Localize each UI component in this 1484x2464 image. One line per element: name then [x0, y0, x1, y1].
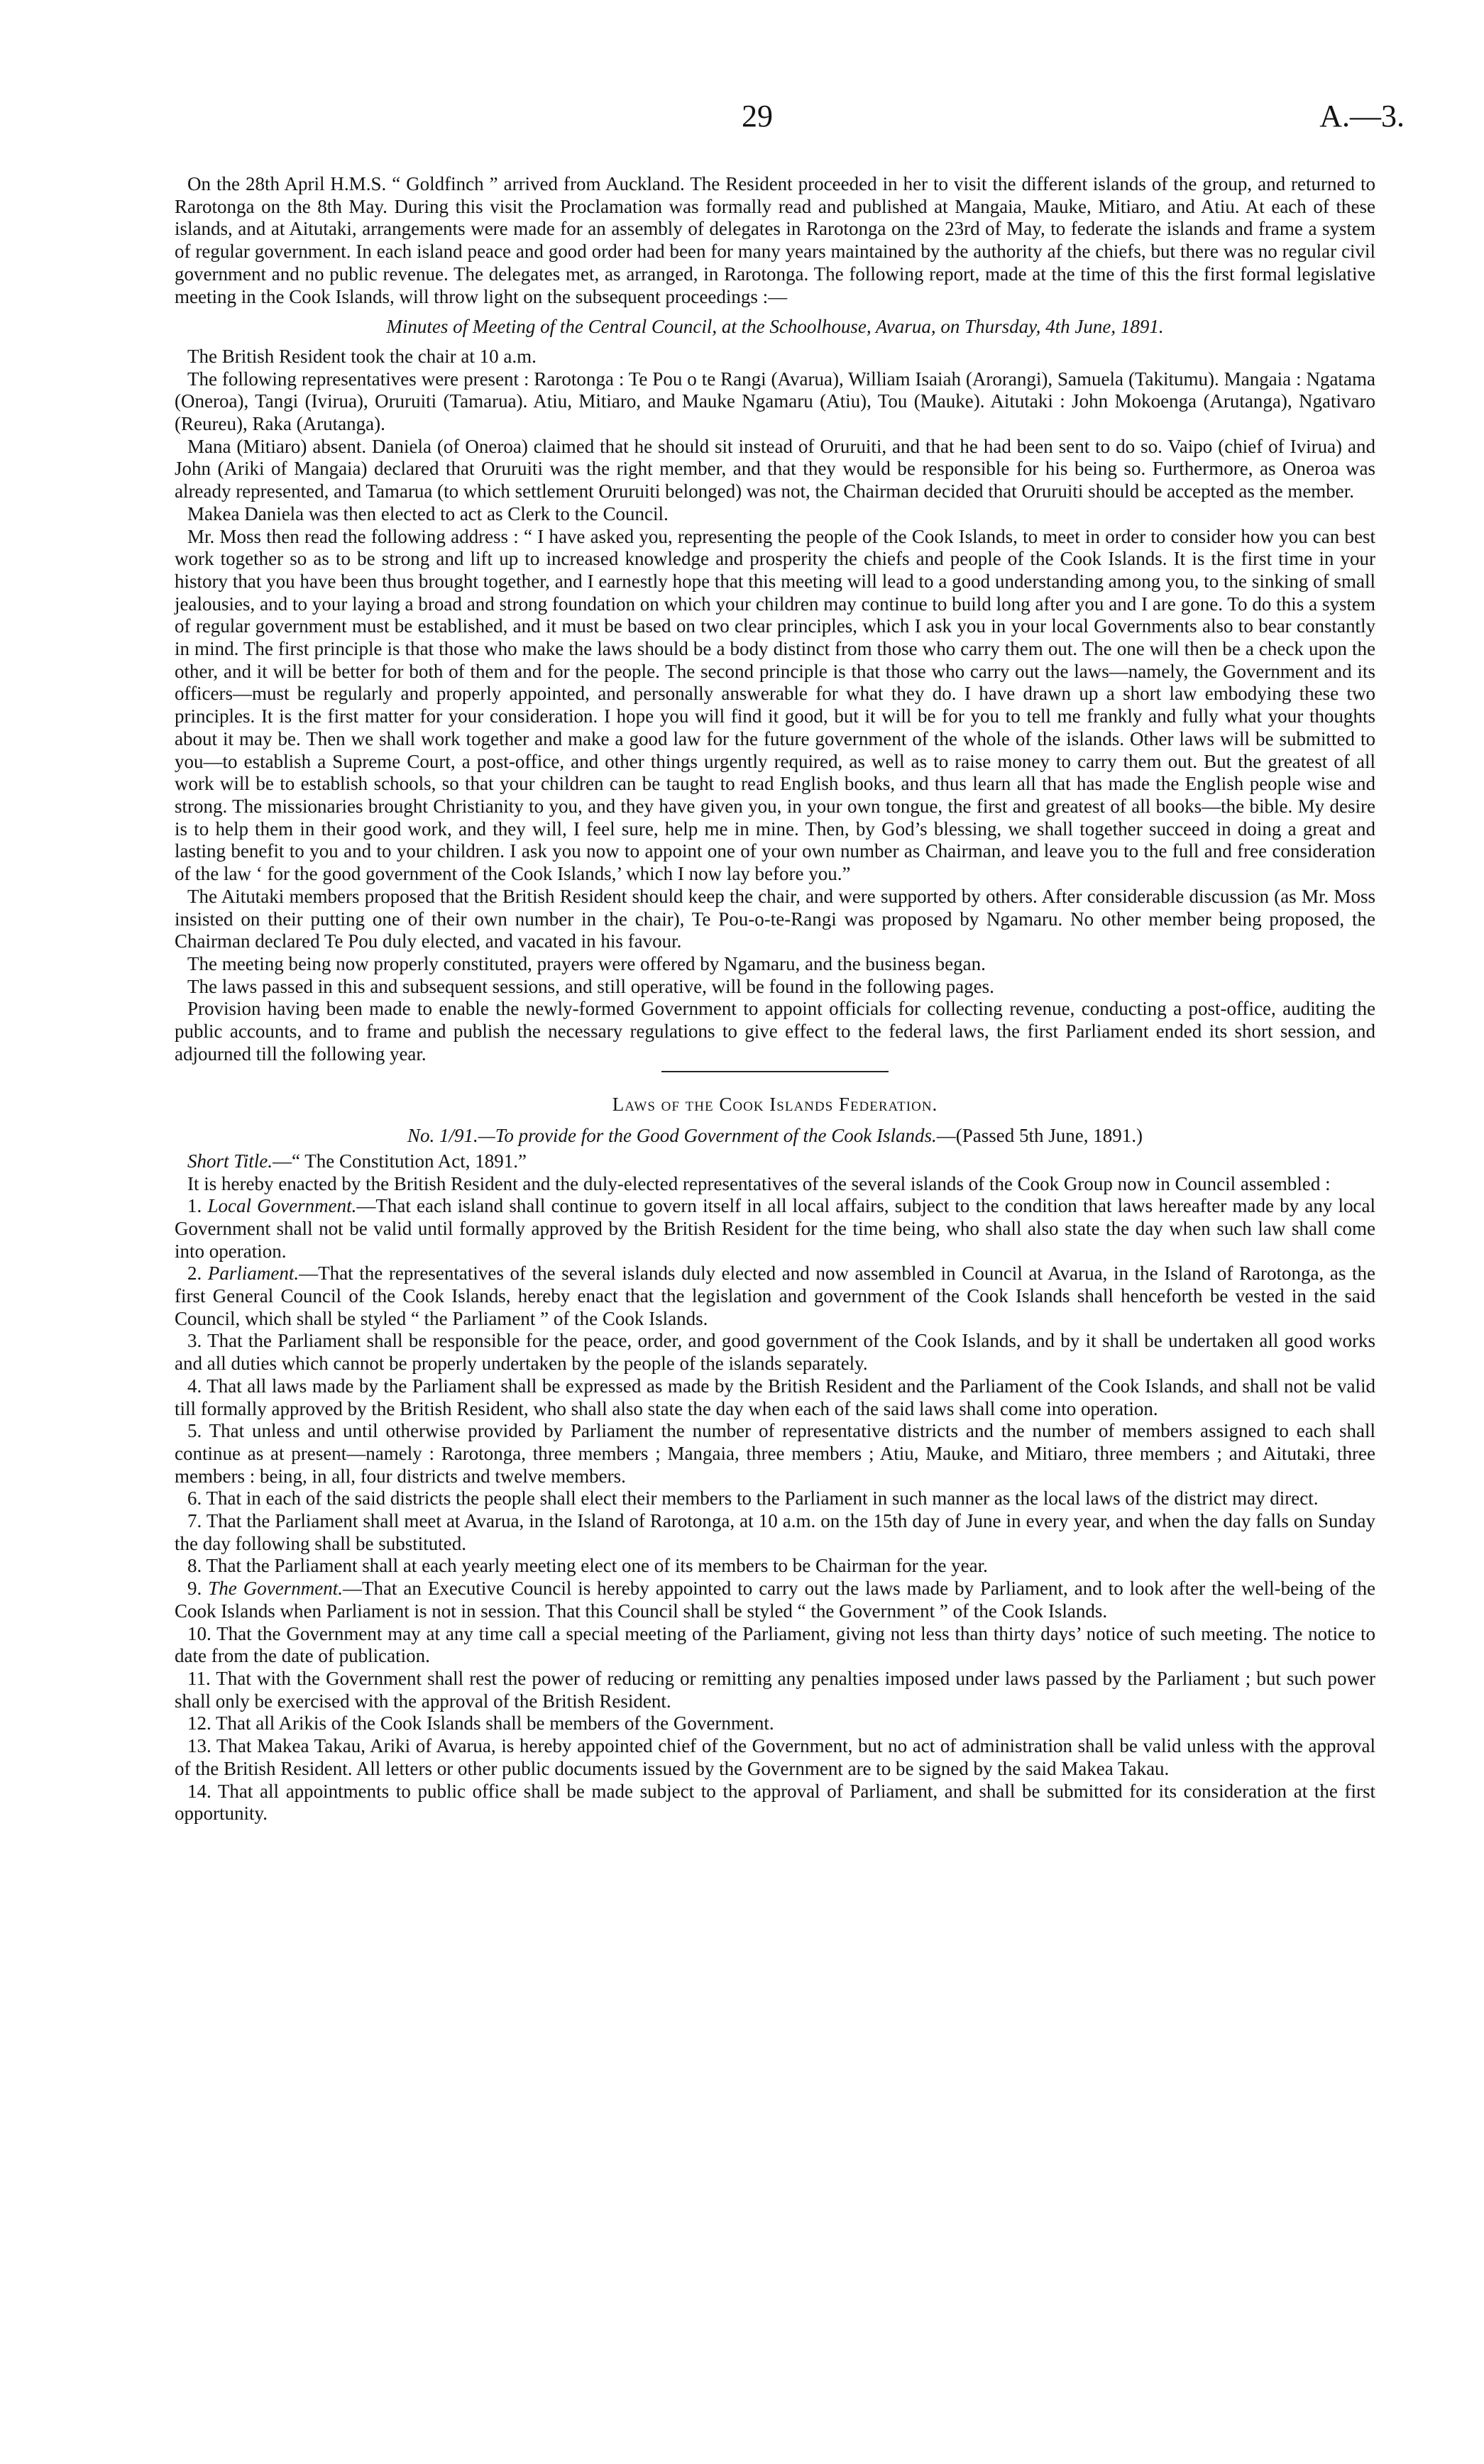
- clause-text: That in each of the said districts the people shall elect their members to the Parliament in such manner as the local laws of the district may direct.: [206, 1487, 1319, 1509]
- minutes-paragraph: The following representatives were present : Rarotonga : Te Pou o te Rangi (Avarua), William Isaiah (Arorangi), Samuela (Takitumu). Mangaia : Ngatama (Oneroa), Tangi (Ivirua), Oruruiti (Tamarua). Atiu, Mitiaro, and Mauke Ngamaru (Atiu), Tou (Mauke). Aitutaki : John Mokoenga (Arutanga), Ngativaro (Reureu), Raka (Arutanga).: [175, 368, 1375, 435]
- clause-text: That all Arikis of the Cook Islands shall be members of the Government.: [216, 1712, 774, 1734]
- minutes-paragraph: The laws passed in this and subsequent sessions, and still operative, will be found in the following pages.: [187, 975, 994, 997]
- page-header: [0, 98, 1484, 141]
- clause-text: That all appointments to public office shall be made subject to the approval of Parliament, and shall be submitted for its consideration at the first opportunity.: [175, 1780, 1375, 1825]
- clause: [175, 1712, 1375, 1735]
- clause-text: That Makea Takau, Ariki of Avarua, is hereby appointed chief of the Government, but no act of administration shall be valid unless with the approval of the British Resident. All letters or other public documents issued by the Government are to be signed by the said Makea Takau.: [175, 1735, 1375, 1779]
- clause-number: 3.: [187, 1330, 202, 1352]
- clause: [175, 1263, 1375, 1330]
- clause-number: 5.: [187, 1420, 202, 1442]
- clause-number: 8.: [187, 1555, 202, 1577]
- clause: [175, 1668, 1375, 1712]
- laws-section-title: Laws of the Cook Islands Federation.: [612, 1094, 938, 1116]
- clause-number: 10.: [187, 1622, 211, 1644]
- minutes-paragraph: Mana (Mitiaro) absent. Daniela (of Oneroa) claimed that he should sit instead of Oruruiti, and that he had been sent to do so. Vaipo (chief of Ivirua) and John (Ariki of Mangaia) declared that Oruruiti was the right member, and that they would be responsible for his being so. Furthermore, as Oneroa was already represented, and Tamarua (to which settlement Oruruiti belonged) was not, the Chairman decided that Oruruiti should be accepted as the member.: [175, 435, 1375, 502]
- clause-number: 1.: [187, 1195, 202, 1217]
- clause: [175, 1781, 1375, 1825]
- clause: [175, 1510, 1375, 1555]
- clause: [175, 1420, 1375, 1487]
- act-passed-date: —(Passed 5th June, 1891.): [936, 1125, 1143, 1147]
- clause-number: 2.: [187, 1263, 202, 1285]
- minutes-paragraph: The British Resident took the chair at 10 a.m.: [187, 345, 537, 367]
- minutes-paragraph: The Aitutaki members proposed that the British Resident should keep the chair, and were supported by others. After considerable discussion (as Mr. Moss insisted on their putting one of their own number in the chair), Te Pou-o-te-Rangi was proposed by Ngamaru. No other member being proposed, the Chairman declared Te Pou duly elected, and vacated in his favour.: [175, 885, 1375, 952]
- short-title: [175, 1150, 1375, 1173]
- clause-text: —That each island shall continue to govern itself in all local affairs, subject to the condition that laws hereafter made by any local Government shall not be valid until formally approved by the British Resident for the time being, who shall also state the day when such law shall come into operation.: [175, 1195, 1375, 1262]
- clause-text: That all laws made by the Parliament shall be expressed as made by the British Resident and the Parliament of the Cook Islands, and shall not be valid till formally approved by the British Resident, who shall also state the day when each of the said laws shall come into operation.: [175, 1375, 1375, 1419]
- clause-text: That unless and until otherwise provided by Parliament the number of representative districts and the number of members assigned to each shall continue as at present—namely : Rarotonga, three members ; Mangaia, three members ; Atiu, Mauke, and Mitiaro, three members ; and Aitutaki, three members : being, in all, four districts and twelve members.: [175, 1420, 1376, 1487]
- clause: [175, 1195, 1375, 1263]
- act-heading: [175, 1125, 1375, 1148]
- clause: [175, 1623, 1375, 1668]
- minutes-paragraph: Mr. Moss then read the following address : “ I have asked you, representing the people of the Cook Islands, to meet in order to consider how you can best work together so as to be strong and lift up to increased knowledge and prosperity the chiefs and people of the Cook Islands. It is the first time in your history that you have been thus brought together, and I earnestly hope that this meeting will lead to a good understanding among you, to the sinking of small jealousies, and to your laying a broad and strong foundation on which your children may continue to build long after you and I are gone. To do this a system of regular government must be established, and it must be based on two clear principles, which I ask you in your local Governments also to bear constantly in mind. The first principle is that those who make the laws should be a body distinct from those who carry them out. The one will then be a check upon the other, and it will be better for both of them and for the people. The second principle is that those who carry out the laws—namely, the Government and its officers—must be regularly and properly appointed, and personally answerable for what they do. I have drawn up a short law embodying these two principles. It is the first matter for your consideration. I hope you will find it good, but it will be for you to tell me frankly and fully what your thoughts about it may be. Then we shall work together and make a good law for the future government of the whole of the islands. Other laws will be submitted to you—to establish a Supreme Court, a post-office, and other things urgently required, as well as to raise money to carry them out. But the greatest of all work will be to establish schools, so that your children can be taught to read English books, and thus learn all that has made the English people wise and strong. The missionaries brought Christianity to you, and they have given you, in your own tongue, the first and greatest of all books—the bible. My desire is to help them in their good work, and they will, I feel sure, help me in mine. Then, by God’s blessing, we shall together succeed in doing a great and lasting benefit to you and to your children. I ask you now to appoint one of your own number as Chairman, and leave you to the full and free consideration of the law ‘ for the good government of the Cook Islands,’ which I now lay before you.”: [175, 525, 1375, 885]
- section-divider: [661, 1071, 889, 1072]
- clause: [175, 1375, 1375, 1420]
- clause-number: 12.: [187, 1712, 211, 1734]
- short-title-text: —“ The Constitution Act, 1891.”: [273, 1150, 527, 1172]
- minutes-paragraph: Provision having been made to enable the newly-formed Government to appoint officials for collecting revenue, conducting a post-office, auditing the public accounts, and to frame and publish the necessary regulations to give effect to the federal laws, the first Parliament ended its short session, and adjourned till the following year.: [175, 998, 1375, 1065]
- clause: [175, 1555, 1375, 1578]
- clause-text: That the Government may at any time call a special meeting of the Parliament, giving not less than thirty days’ notice of such meeting. The notice to date from the date of publication.: [175, 1622, 1375, 1667]
- intro-paragraph: On the 28th April H.M.S. “ Goldfinch ” arrived from Auckland. The Resident proceeded in her to visit the different islands of the group, and returned to Rarotonga on the 8th May. During this visit the Proclamation was formally read and published at Mangaia, Mauke, Mitiaro, and Atiu. At each of these islands, and at Aitutaki, arrangements were made for an assembly of delegates in Rarotonga on the 23rd of May, to federate the islands and frame a system of regular government. In each island peace and good order had been for many years maintained by the authority af the chiefs, but there was no regular civil government and no public revenue. The delegates met, as arranged, in Rarotonga. The following report, made at the time of this the first formal legislative meeting in the Cook Islands, will throw light on the subsequent proceedings :—: [175, 173, 1375, 307]
- minutes-paragraph: Makea Daniela was then elected to act as Clerk to the Council.: [187, 502, 669, 524]
- page-number: 29: [742, 99, 773, 133]
- clause-number: 6.: [187, 1487, 202, 1509]
- clause-number: 9.: [187, 1578, 202, 1600]
- clause-label: Local Government.: [207, 1195, 357, 1217]
- clause: [175, 1487, 1375, 1510]
- document-code: A.—3.: [1319, 99, 1405, 133]
- short-title-label: Short Title.: [187, 1150, 273, 1172]
- clause: [175, 1330, 1375, 1375]
- clause-number: 14.: [187, 1780, 211, 1802]
- clause-label: Parliament.: [207, 1263, 299, 1285]
- minutes-body: [175, 346, 1375, 1066]
- clause: [175, 1735, 1375, 1780]
- clause-label: The Government.: [208, 1578, 343, 1600]
- clause-list: [175, 1195, 1375, 1825]
- clause-number: 4.: [187, 1375, 202, 1397]
- clause-text: That the Parliament shall at each yearly meeting elect one of its members to be Chairman for the year.: [206, 1555, 988, 1577]
- clause-number: 11.: [187, 1668, 211, 1689]
- enactment-clause: It is hereby enacted by the British Resident and the duly-elected representatives of the several islands of the Cook Group now in Council assembled :: [187, 1172, 1331, 1194]
- clause-text: That with the Government shall rest the power of reducing or remitting any penalties imposed under laws passed by the Parliament ; but such power shall only be exercised with the approval of the British Resident.: [175, 1668, 1375, 1712]
- act-number-title: No. 1/91.—To provide for the Good Government of the Cook Islands.: [407, 1125, 937, 1147]
- clause-text: —That an Executive Council is hereby appointed to carry out the laws made by Parliament, and to look after the well-being of the Cook Islands when Parliament is not in session. That this Council shall be styled “ the Government ” of the Cook Islands.: [175, 1578, 1376, 1622]
- clause-text: That the Parliament shall meet at Avarua, in the Island of Rarotonga, at 10 a.m. on the 15th day of June in every year, and when the day falls on Sunday the day following shall be substituted.: [175, 1510, 1375, 1554]
- clause-number: 13.: [187, 1735, 211, 1757]
- clause-number: 7.: [187, 1510, 202, 1532]
- clause-text: That the Parliament shall be responsible for the peace, order, and good government of the Cook Islands, and by it shall be undertaken all good works and all duties which cannot be properly undertaken by the people of the islands separately.: [175, 1330, 1375, 1375]
- clause: [175, 1578, 1375, 1622]
- clause-text: —That the representatives of the several islands duly elected and now assembled in Council at Avarua, in the Island of Rarotonga, as the first General Council of the Cook Islands, hereby enact that the legislation and government of the Cook Islands shall henceforth be vested in the said Council, which shall be styled “ the Parliament ” of the Cook Islands.: [175, 1263, 1376, 1329]
- minutes-title: Minutes of Meeting of the Central Council, at the Schoolhouse, Avarua, on Thursday, 4th June, 1891.: [386, 316, 1164, 338]
- document-body: [175, 173, 1375, 1825]
- minutes-paragraph: The meeting being now properly constituted, prayers were offered by Ngamaru, and the business began.: [187, 952, 986, 974]
